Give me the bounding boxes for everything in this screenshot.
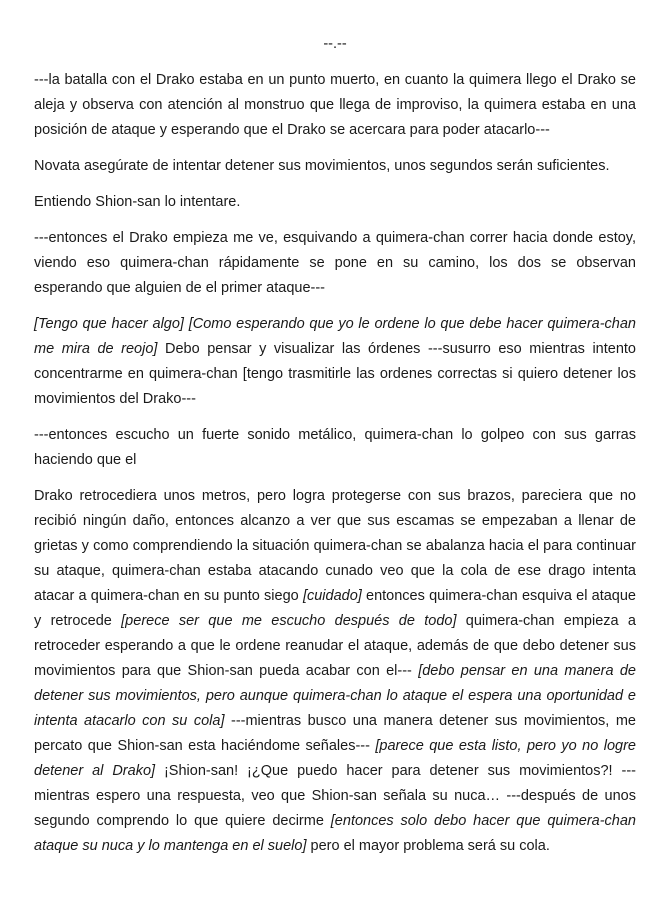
paragraph-container xyxy=(34,68,636,859)
paragraph xyxy=(34,154,636,179)
narrative-text: ---la batalla con el Drako estaba en un punto muerto, en cuanto la quimera llego el Drako se aleja y observa con atención al monstruo que llega de improviso, la quimera estaba en una posición de ataque y esperando que el Drako se acercara para poder atacarlo--- xyxy=(34,72,636,138)
narrative-text: ---entonces escucho un fuerte sonido metálico, quimera-chan lo golpeo con sus garras haciendo que el xyxy=(34,427,636,468)
narrative-text: Debo pensar y visualizar las órdenes ---susurro eso mientras intento concentrarme en quimera-chan [tengo trasmitirle las ordenes correctas si quiero detener los movimientos del Drako--- xyxy=(34,341,636,407)
narrative-text: Entiendo Shion-san lo intentare. xyxy=(34,194,241,210)
thought-text: [debo pensar en una manera de detener sus movimientos, pero aunque quimera-chan lo ataque el espera una oportunidad e intenta atacarlo con su cola] xyxy=(34,663,636,729)
thought-text: [entonces solo debo hacer que quimera-chan ataque su nuca y lo mantenga en el suelo] xyxy=(34,813,636,854)
paragraph xyxy=(34,190,636,215)
thought-text: [Tengo que hacer algo] [Como esperando que yo le ordene lo que debe hacer quimera-chan me mira de reojo] xyxy=(34,316,636,357)
thought-text: [perece ser que me escucho después de todo] xyxy=(121,613,457,629)
narrative-text: ¡Shion-san! ¡¿Que puedo hacer para detener sus movimientos?! ---mientras espero una respuesta, veo que Shion-san señala su nuca… ---después de unos segundo comprendo lo que quiere decirme xyxy=(34,763,636,829)
narrative-text: ---mientras busco una manera detener sus movimientos, me percato que Shion-san esta haciéndome señales--- xyxy=(34,713,636,754)
paragraph xyxy=(34,226,636,301)
paragraph xyxy=(34,484,636,859)
section-separator: --.-- xyxy=(323,36,347,52)
paragraph xyxy=(34,423,636,473)
narrative-text: entonces quimera-chan esquiva el ataque y retrocede xyxy=(34,588,636,629)
paragraph xyxy=(34,312,636,412)
narrative-text: pero el mayor problema será su cola. xyxy=(306,838,550,854)
narrative-text: ---entonces el Drako empieza me ve, esquivando a quimera-chan correr hacia donde estoy, viendo eso quimera-chan rápidamente se pone en su camino, los dos se observan esperando que alguien de el primer ataque--- xyxy=(34,230,636,296)
narrative-text: quimera-chan empieza a retroceder esperando a que le ordene reanudar el ataque, además de que debo detener sus movimientos para que Shion-san pueda acabar con el--- xyxy=(34,613,636,679)
thought-text: [parece que esta listo, pero yo no logre detener al Drako] xyxy=(34,738,636,779)
narrative-text: Drako retrocediera unos metros, pero logra protegerse con sus brazos, pareciera que no recibió ningún daño, entonces alcanzo a ver que sus escamas se empezaban a llenar de grietas y como comprendiendo la situación quimera-chan se abalanza hacia el para continuar su ataque, quimera-chan estaba atacando cunado veo que la cola de ese drago intenta atacar a quimera-chan en su punto siego xyxy=(34,488,636,604)
thought-text: [cuidado] xyxy=(302,588,362,604)
narrative-text: Novata asegúrate de intentar detener sus movimientos, unos segundos serán suficientes. xyxy=(34,158,610,174)
paragraph xyxy=(34,68,636,143)
